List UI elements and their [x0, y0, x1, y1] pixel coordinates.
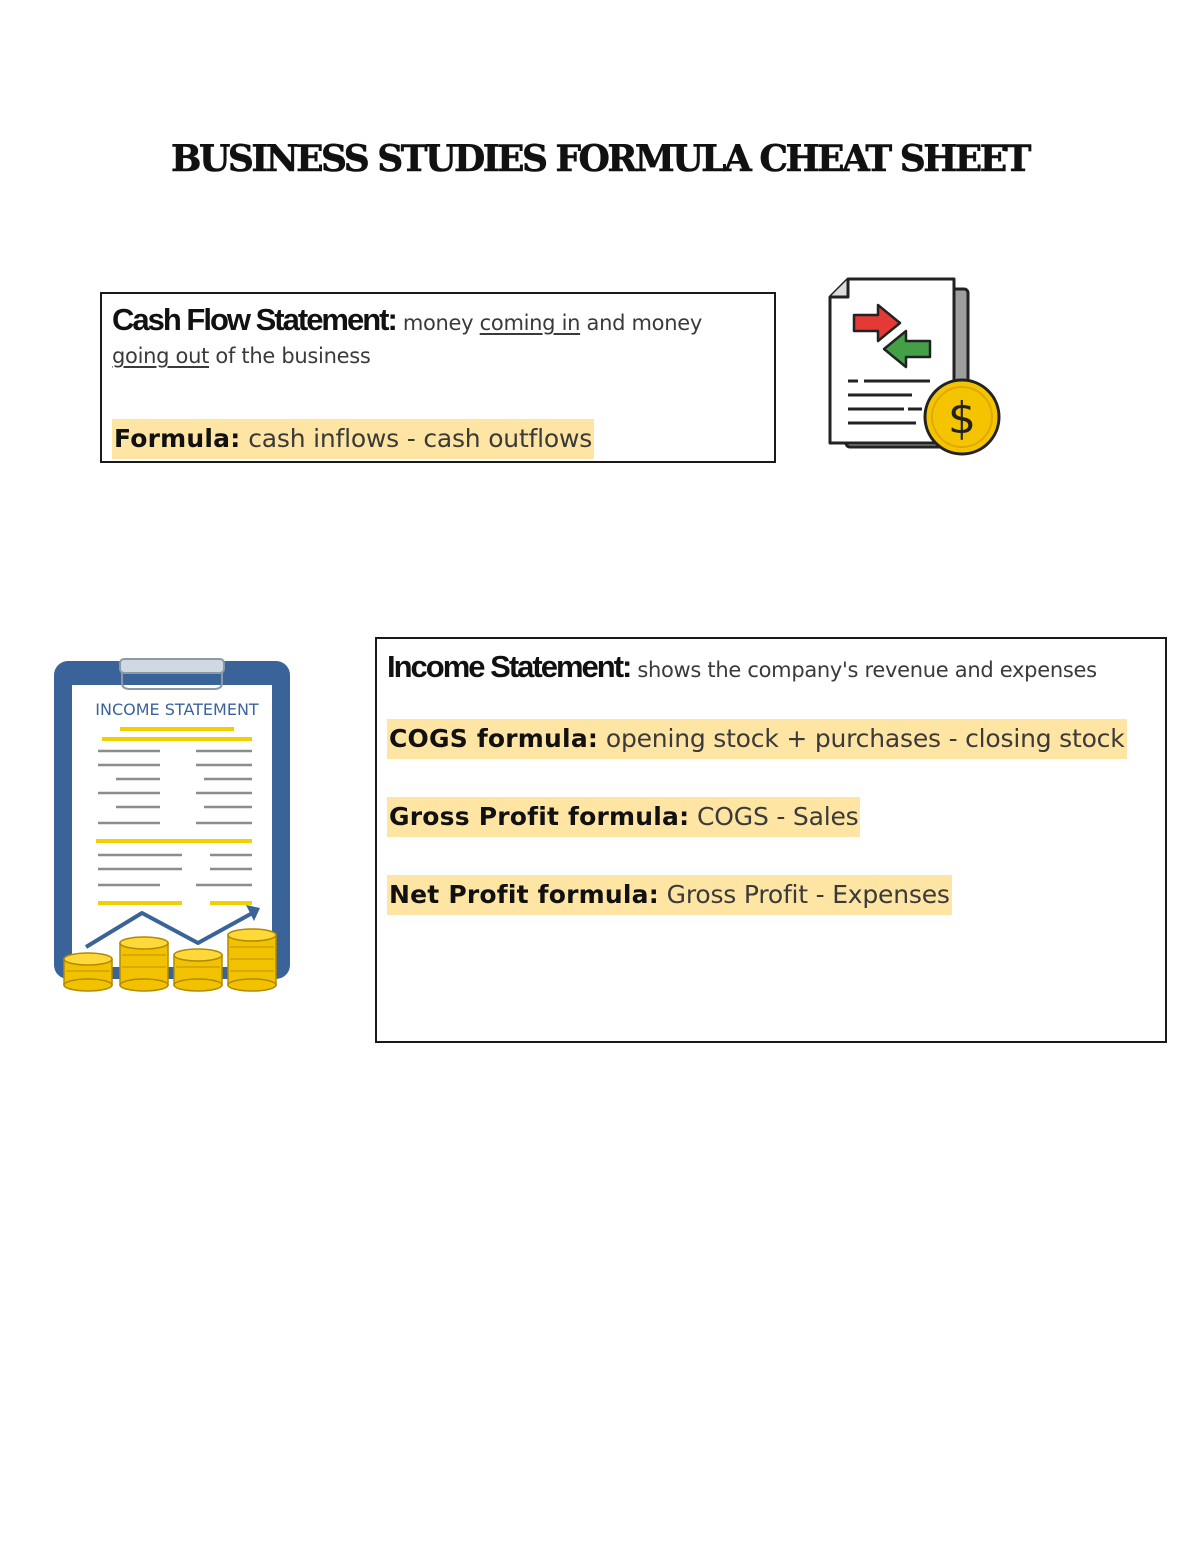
- cogs-formula-label: COGS formula:: [389, 724, 599, 753]
- income-statement-icon-label: INCOME STATEMENT: [95, 700, 259, 719]
- cogs-formula: [387, 719, 1127, 759]
- income-statement-definition: [387, 651, 1155, 687]
- gross-profit-formula-label: Gross Profit formula:: [389, 802, 690, 831]
- income-statement-heading: Income Statement:: [387, 649, 631, 684]
- income-statement-box: [375, 637, 1167, 1043]
- cash-flow-heading: Cash Flow Statement:: [112, 302, 396, 337]
- cash-flow-desc-coming-in: coming in: [479, 311, 581, 335]
- gross-profit-formula-text: COGS - Sales: [689, 802, 859, 831]
- cash-flow-desc-3: of the business: [209, 344, 371, 368]
- income-statement-clipboard-icon: [50, 655, 295, 995]
- net-profit-formula-text: Gross Profit - Expenses: [658, 880, 950, 909]
- cash-flow-desc-1: money: [402, 311, 480, 335]
- net-profit-formula: [387, 875, 952, 915]
- cash-flow-document-icon: [826, 275, 1006, 460]
- cogs-formula-text: opening stock + purchases - closing stock: [598, 724, 1125, 753]
- cash-flow-box: [100, 292, 776, 463]
- gross-profit-formula: [387, 797, 860, 837]
- cash-flow-desc-2: and money: [580, 311, 702, 335]
- cash-flow-desc-going-out: going out: [112, 344, 210, 368]
- cash-flow-formula: [112, 419, 594, 459]
- cash-flow-formula-label: Formula:: [114, 424, 241, 453]
- cash-flow-definition: [112, 304, 764, 373]
- net-profit-formula-label: Net Profit formula:: [389, 880, 659, 909]
- page-title: BUSINESS STUDIES FORMULA CHEAT SHEET: [171, 138, 1029, 180]
- income-statement-desc: shows the company's revenue and expenses: [637, 658, 1097, 682]
- cash-flow-formula-text: cash inflows - cash outflows: [240, 424, 593, 453]
- svg-text:$: $: [948, 393, 976, 444]
